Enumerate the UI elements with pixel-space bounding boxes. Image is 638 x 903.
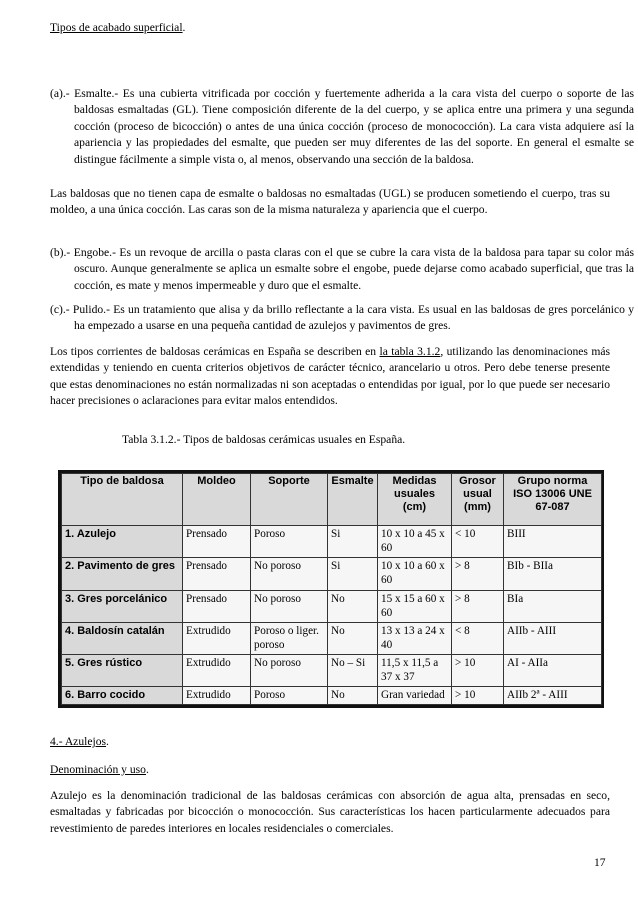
cell-moldeo: Prensado — [183, 558, 251, 590]
cell-soporte: Poroso o liger. poroso — [251, 622, 328, 654]
cell-grosor: > 8 — [452, 590, 504, 622]
table-row — [62, 526, 602, 558]
cell-tipo: 1. Azulejo — [62, 526, 183, 558]
header-tipo: Tipo de baldosa — [62, 474, 183, 526]
cell-tipo: 5. Gres rústico — [62, 655, 183, 687]
cell-grosor: > 8 — [452, 558, 504, 590]
cell-tipo: 3. Gres porcelánico — [62, 590, 183, 622]
section-title: Tipos de acabado superficial — [50, 21, 183, 34]
cell-medidas: 15 x 15 a 60 x 60 — [378, 590, 452, 622]
cell-medidas: 10 x 10 a 60 x 60 — [378, 558, 452, 590]
cell-tipo: 6. Barro cocido — [62, 687, 183, 705]
paragraph-azulejo: Azulejo es la denominación tradicional de las baldosas cerámicas con absorción de agua alta, prensadas en seco, esmaltadas y fabricadas por bicocción o monococción. Sus características los hacen particularmente adecuados para revestimiento de paredes interiores en locales residenciales o comerciales. — [50, 789, 610, 835]
heading-azulejos-suffix: . — [106, 735, 109, 748]
cell-grupo: AIIb 2ª - AIII — [504, 687, 602, 705]
cell-moldeo: Extrudido — [183, 687, 251, 705]
cell-grupo: AI - AIIa — [504, 655, 602, 687]
table-row — [62, 590, 602, 622]
header-medidas: Medidas usuales (cm) — [378, 474, 452, 526]
cell-moldeo: Extrudido — [183, 622, 251, 654]
cell-moldeo: Prensado — [183, 590, 251, 622]
cell-medidas: 11,5 x 11,5 a 37 x 37 — [378, 655, 452, 687]
cell-soporte: Poroso — [251, 687, 328, 705]
cell-medidas: 10 x 10 a 45 x 60 — [378, 526, 452, 558]
cell-esmalte: Si — [328, 526, 378, 558]
cell-grosor: < 8 — [452, 622, 504, 654]
cell-grosor: > 10 — [452, 655, 504, 687]
section-title-line — [50, 20, 610, 36]
table-caption: Tabla 3.1.2.- Tipos de baldosas cerámicas usuales en España. — [122, 433, 406, 446]
item-c-pulido: (c).- Pulido.- Es un tratamiento que alisa y da brillo reflectante a la cara vista. Es usual en las baldosas de gres porcelánico y ha empezado a usarse en una pequeña cantidad de azulejos y pavimentos de gres. — [50, 303, 634, 333]
section-title-suffix: . — [182, 21, 186, 34]
table-row — [62, 655, 602, 687]
subheading-denominacion: Denominación y uso — [50, 763, 146, 776]
item-b-engobe: (b).- Engobe.- Es un revoque de arcilla o pasta claras con el que se cubre la cara vista de la baldosa para tapar su color más oscuro. Aunque generalmente se aplica un esmalte sobre el engobe, puede dejarse como acabado superficial, que tras la cocción, es mate y menos impermeable y duro que el esmalte. — [50, 246, 634, 292]
table-reference-link: la tabla 3.1.2 — [379, 345, 441, 358]
cell-medidas: 13 x 13 a 24 x 40 — [378, 622, 452, 654]
cell-medidas: Gran variedad — [378, 687, 452, 705]
cell-soporte: No poroso — [251, 655, 328, 687]
cell-grupo: BIa — [504, 590, 602, 622]
header-grupo: Grupo norma ISO 13006 UNE 67-087 — [504, 474, 602, 526]
cell-tipo: 2. Pavimento de gres — [62, 558, 183, 590]
table-row — [62, 558, 602, 590]
tile-types-table — [58, 470, 604, 708]
paragraph-tipos-start: Los tipos corrientes de baldosas cerámicas en España se describen en — [50, 345, 380, 358]
paragraph-tipos — [50, 344, 610, 410]
cell-grosor: > 10 — [452, 687, 504, 705]
heading-azulejos: 4.- Azulejos — [50, 735, 107, 748]
cell-esmalte: Si — [328, 558, 378, 590]
cell-soporte: Poroso — [251, 526, 328, 558]
cell-grupo: BIb - BIIa — [504, 558, 602, 590]
cell-grupo: BIII — [504, 526, 602, 558]
cell-esmalte: No — [328, 622, 378, 654]
cell-esmalte: No — [328, 687, 378, 705]
cell-soporte: No poroso — [251, 558, 328, 590]
page-number: 17 — [594, 856, 606, 869]
cell-tipo: 4. Baldosín catalán — [62, 622, 183, 654]
paragraph-ugl: Las baldosas que no tienen capa de esmalte o baldosas no esmaltadas (UGL) se producen sometiendo el cuerpo, tras su moldeo, a una única cocción. Las caras son de la misma naturaleza y apariencia que el cuerpo. — [50, 187, 610, 217]
cell-esmalte: No — [328, 590, 378, 622]
header-soporte: Soporte — [251, 474, 328, 526]
heading-azulejos-line — [50, 734, 610, 750]
cell-moldeo: Prensado — [183, 526, 251, 558]
header-grosor: Grosor usual (mm) — [452, 474, 504, 526]
header-moldeo: Moldeo — [183, 474, 251, 526]
table-row — [62, 687, 602, 705]
cell-grupo: AIIb - AIII — [504, 622, 602, 654]
item-a-esmalte: (a).- Esmalte.- Es una cubierta vitrificada por cocción y fuertemente adherida a la cara vista del cuerpo o soporte de las baldosas esmaltadas (GL). Tiene composición diferente de la del cuerpo, y se aplica entre una primera y una segunda cocción (proceso de bicocción) o antes de una única cocción (proceso de monococción). La cara vista adquiere así la apariencia y las propiedades del esmalte, que pueden ser muy diferentes de las del soporte. En general el esmalte se distingue fácilmente a simple vista o, al menos, observando una sección de la baldosa. — [50, 87, 634, 166]
header-esmalte: Esmalte — [328, 474, 378, 526]
subheading-suffix: . — [145, 763, 149, 776]
paragraph-tipos-end: , utilizando las denominaciones más extendidas y teniendo en cuenta criterios objetivos de carácter técnico, arancelario u otros. Pero debe tenerse presente que estas denominaciones no están normalizadas ni son aceptadas o entendidas por igual, por lo que puede ser necesario hacer precisiones o aclaraciones para evitar malos entendidos. — [50, 345, 610, 408]
cell-soporte: No poroso — [251, 590, 328, 622]
cell-grosor: < 10 — [452, 526, 504, 558]
table-header-row — [62, 474, 602, 526]
cell-moldeo: Extrudido — [183, 655, 251, 687]
table-row — [62, 622, 602, 654]
cell-esmalte: No – Si — [328, 655, 378, 687]
subheading-line — [50, 762, 610, 778]
